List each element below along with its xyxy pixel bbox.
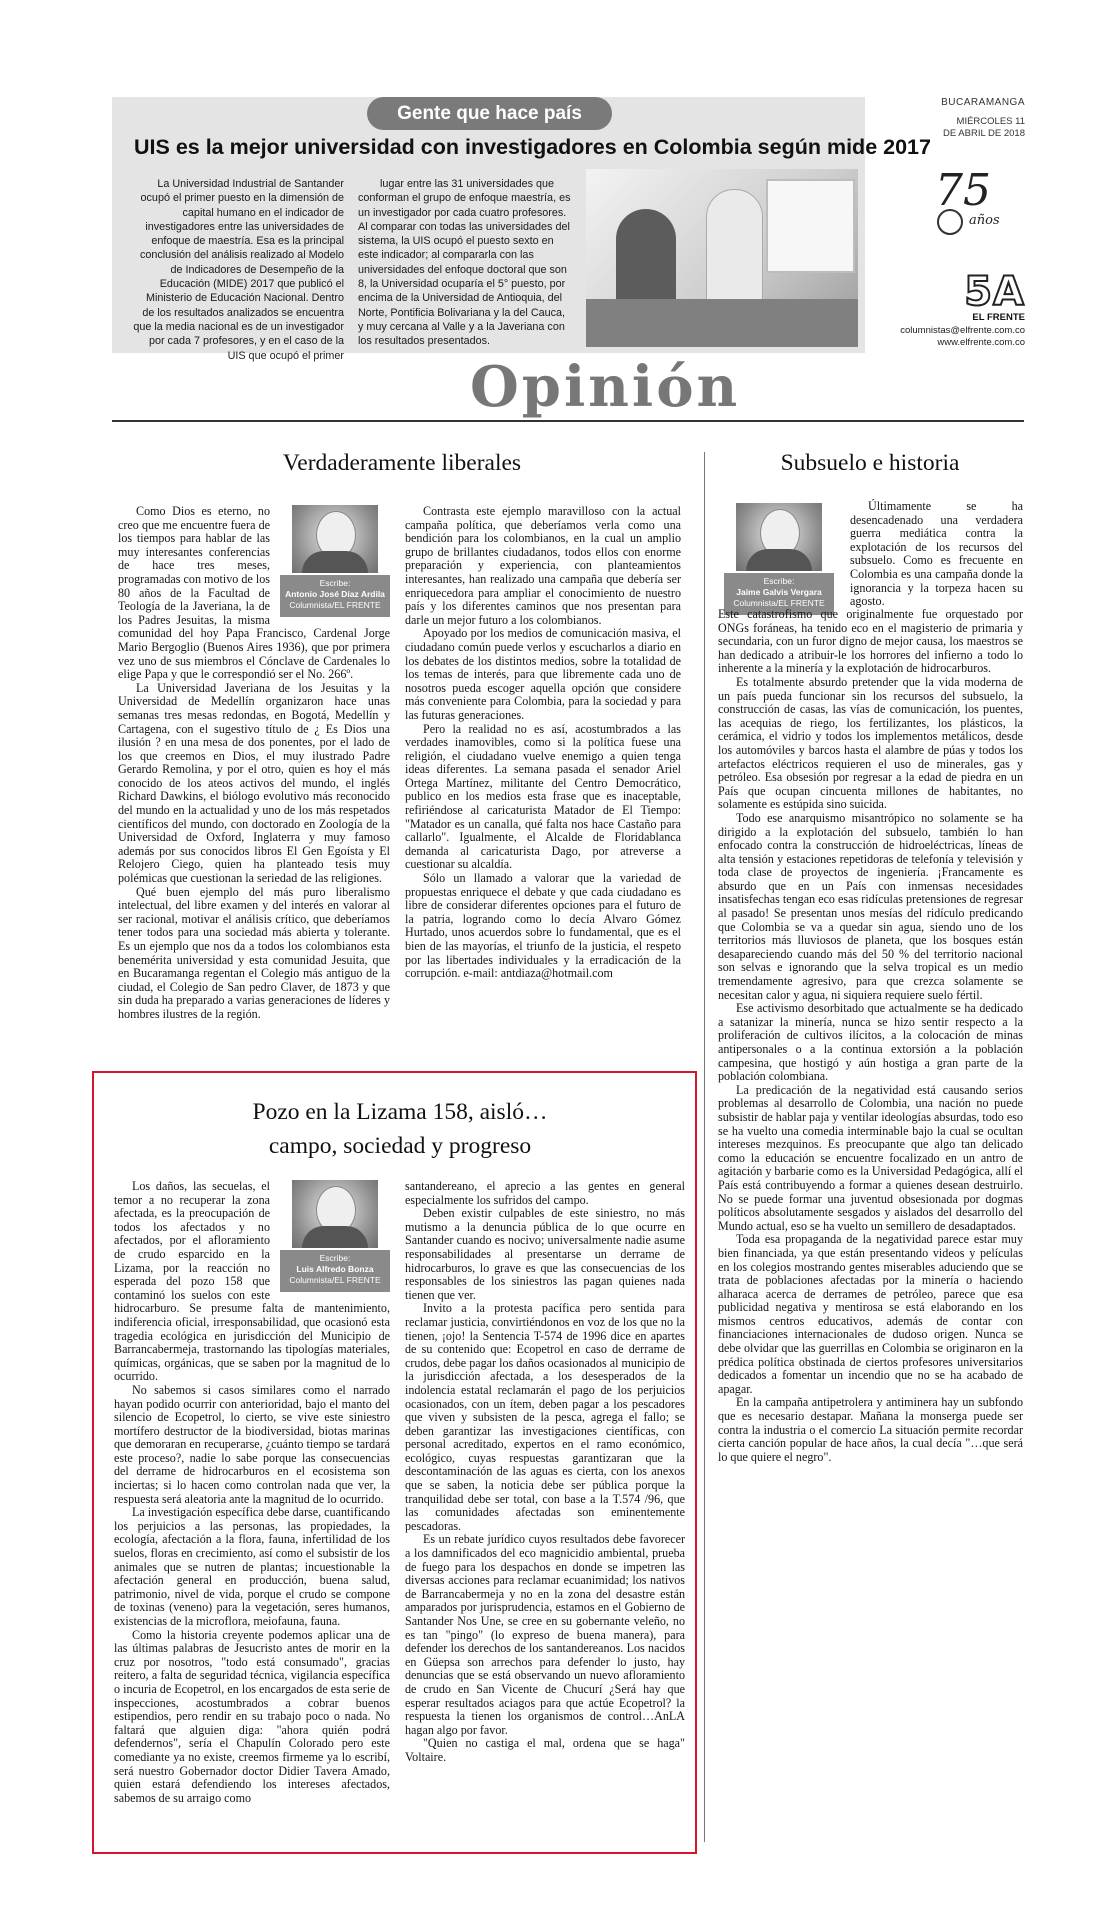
- paragraph: Deben existir culpables de este siniestro, no más mutismo a la denuncia pública de lo que ocurre en Santander cuando es nocivo; universalmente nadie asume responsabilidades al presentarse un derrame de hidrocarburos, lo grave es que las consecuencias de los responsables de los siniestros las pagan quienes nada tienen que ver.: [405, 1206, 685, 1302]
- date-label: [880, 116, 1025, 140]
- paragraph: Todo ese anarquismo misantrópico no solamente se ha dirigido a la explotación del subsuelo, también lo han enfocado contra la construcción de hidroeléctricas, líneas de alta tensión y estaciones repetidoras de telefonía y televisión y toda clase de proyectos de ingeniería. ¡Francamente es absurdo que en un País con inmensas necesidades insatisfechas tengan eco esas ridículas pretensiones de regresar al pasado! Se presentan unos mesías del ridículo predicando que Colombia se va a quedar sin agua, siendo uno de los territorios más lluviosos de planeta, que los bosques están desapareciendo cuando más del 50 % del territorio nacional son selvas e ignorando que la selva tropical es un medio tremendamente agresivo, para que crezca solamente se necesitan calor y agua, ni siquiera requiere suelo fértil.: [718, 810, 1023, 1002]
- author-photo: [292, 505, 378, 573]
- author-name: Jaime Galvis Vergara: [736, 587, 822, 597]
- author-caption: [280, 1250, 390, 1292]
- contact-email[interactable]: columnistas@elfrente.com.co: [900, 325, 1025, 336]
- author-role: Columnista/EL FRENTE: [289, 1275, 381, 1285]
- banner-text-col-2: lugar entre las 31 universidades que conforman el grupo de enfoque maestría, es un investigador por cada cuatro profesores. Al comparar con todas las universidades del sistema, la UIS ocupó el puesto sexto en este indicador; al compararla con las universidades del enfoque doctoral que son 8, la Universidad ocuparía el 5° puesto, por encima de la Universidad de Antioquia, del Norte, Pontificia Bolivariana y la del Cauca, y muy cercana al Valle y a la Javeriana con los resultados presentados.: [358, 178, 571, 348]
- article-3-title: [100, 1095, 700, 1163]
- article-1-title: Verdaderamente liberales: [282, 450, 522, 476]
- article-2-title: Subsuelo e historia: [780, 450, 960, 476]
- section-divider: [112, 420, 1024, 422]
- article-2-intro: [850, 500, 1023, 609]
- paragraph: Invito a la protesta pacífica pero sentida para reclamar justicia, convirtiéndonos en voz de los que no la tienen, ¡ojo! la Sentencia T-574 de 1996 dice en apartes de su contenido que: Ecopetrol en caso de derrame de crudos, debe pagar los daños ocasionados al municipio de la jurisdicción afectada, a los desesperados de la indolencia estatal reclamarán el pago de los perjuicios ocasionados, con un ítem, deben pagar a los pescadores que viven y subsisten de la pesca, agrega el fallo; se deben garantizar las investigaciones científicas, con personal acreditado, expertos en el ramo económico, ecológico, cuyas respuestas garantizaran que la descontaminación de las aguas es cierta, con los anexos que se saben, la noticia debe ser pública porque la tranquilidad debe ser total, con base a la T.574 /96, que las comunidades afectadas son eminentemente pescadoras.: [405, 1301, 685, 1533]
- sig-label: Escribe:: [319, 1253, 351, 1263]
- page-header-info: [880, 97, 1025, 353]
- anniversary-logo: [929, 165, 1007, 235]
- author-role: Columnista/EL FRENTE: [733, 598, 825, 608]
- date-line-1: MIÉRCOLES 11: [956, 116, 1025, 127]
- paragraph: No sabemos si casos similares como el narrado hayan podido ocurrir con anterioridad, bajo el manto del silencio de Ecopetrol, lo cierto, se vive este siniestro mortífero destructor de la biodiversidad, biotas marinas que demoraran en recuperarse, ¿cuánto tiempo se tardará este proceso?, nadie lo sabe porque las consecuencias del derrame de hidrocarburos en el ecosistema son inciertas; si lo hacen como controlan nada que ver, la respuesta será aleatoria ante la magnitud de lo ocurrido.: [114, 1382, 390, 1506]
- section-title: Opinión: [470, 354, 741, 420]
- paragraph: En la campaña antipetrolera y antiminera hay un subfondo que es necesario destapar. Mañana la monserga puede ser contra la industria o el comercio La situación permite recordar cierta canción popular de hace años, la cual decía "…que será lo que quiere el negro".: [718, 1395, 1023, 1464]
- column-divider: [704, 452, 705, 1842]
- lab-photo: [586, 169, 858, 347]
- contact-website[interactable]: www.elfrente.com.co: [937, 337, 1025, 348]
- paragraph: La investigación específica debe darse, cuantificando los perjuicios a las personas, las propiedades, la ecología, afectación a la flora, fauna, infertilidad de los suelos, floras en crecimiento, así como el subsistir de los animales que se nutren de plantas; incuestionable la afectación general en producción, buena salud, patrimonio, nivel de vida, porque el crudo se compone de toxinas (veneno) para la vegetación, seres humanos, existencias de la microflora, meiofauna, fauna.: [114, 1505, 390, 1628]
- author-signature-3: [280, 1180, 390, 1292]
- anniversary-word: años: [969, 213, 1000, 228]
- paragraph: Es un rebate jurídico cuyos resultados debe favorecer a los damnificados del eco magnicidio ambiental, prueba de fuego para los despachos en donde se impetren las diversas acciones para reclamar ecuanimidad; los nativos de Barrancabermeja y no en la zona del desastre están amparados por jurisprudencia, estamos en el Gobierno de Santander Nos Une, se cree en su gobernante veleño, no es tan "pingo" (lo expreso de buena manera), para defender los derechos de los santandereanos. Los nacidos en Güepsa son arrechos para defender lo justo, hay denuncias que se está observando un nuevo afloramiento de crudo en San Vicente de Chucurí ¿Será hay que esperar resultados aciagos para que actúe Ecopetrol? la respuesta la tienen los organismos de control…AnLA hagan algo por favor.: [405, 1532, 685, 1737]
- author-role: Columnista/EL FRENTE: [289, 600, 381, 610]
- article-3-column-1: [114, 1180, 390, 1820]
- paragraph: Como Dios es eterno, no creo que me encuentre fuera de los tiempos para hablar de las muy interesantes conferencias de hace tres meses, programadas con motivo de los 80 años de la Facultad de Teología de la Javeriana, la de los Padres Jesuitas, la misma comunidad del hoy Papa Francisco, Cardenal Jorge Mario Bergoglio (Buenos Aires 1936), que por primera vez uno de sus miembros el Cónclave de Cardenales lo elige Papa y que le correspondió ser el No. 266º.: [118, 504, 390, 682]
- paragraph: Como la historia creyente podemos aplicar una de las últimas palabras de Jesucristo antes de morir en la cruz por nosotros, "todo está consumado", gracias reitero, a falta de seguridad técnica, vigilancia específica o incuria de Ecopetrol, en los encargados de esta serie de inspecciones, acostumbrados a cobrar buenos estipendios, pero rendir en su trabajo poco o nada. No faltará que alguien diga: "ahora quién podrá defendernos", sería el Chapulín Colorado pero este comediante ya no existe, creemos firmeme ya lo escribí, será nuestro Gobernador doctor Didier Tavera Amado, quien estará defendiendo los intereses afectados, sabemos de su arraigo como: [114, 1627, 390, 1805]
- author-name: Antonio José Díaz Ardila: [285, 589, 385, 599]
- paragraph: santandereano, el aprecio a las gentes en general especialmente los sufridos del campo.: [405, 1179, 685, 1207]
- author-caption: [280, 575, 390, 617]
- paragraph: "Quien no castiga el mal, ordena que se haga" Voltaire.: [405, 1736, 685, 1764]
- paragraph: Este catastrofismo que originalmente fue orquestado por ONGs foráneas, ha tenido eco en el magisterio de primaria y secundaria, con un furor digno de mejor causa, los maestros se han dedicado a atribuir-le los horrores del infierno a todo lo inherente a la minería y la explotación de hidrocarburos.: [718, 607, 1023, 676]
- banner-text-col-1: La Universidad Industrial de Santander ocupó el primer puesto en la dimensión de capital humano en el indicador de investigadores entre las universidades de enfoque de maestría. Esa es la principal conclusión del análisis realizado al Modelo de Indicadores de Desempeño de la Educación (MIDE) 2017 que publicó el Ministerio de Educación Nacional. Dentro de los resultados analizados se encuentra que la media nacional es de un investigador por cada 7 profesores, y en el caso de la UIS que ocupó el primer: [133, 178, 344, 362]
- contact-info: [900, 325, 1025, 349]
- author-signature-2: [724, 503, 834, 615]
- article-3-title-line-1: Pozo en la Lizama 158, aisló…: [252, 1099, 548, 1125]
- page-number: 5A: [964, 269, 1025, 315]
- paragraph: Los daños, las secuelas, el temor a no recuperar la zona afectada, es la preocupación de todos los afectados y no afectados, por el afloramiento de crudo esparcido en la Lizama, por la reacción no esperada del pozo 158 que contaminó los suelos con este hidrocarburo. Se presume falta de mantenimiento, indiferencia oficial, irresponsabilidad, que ocasionó esta tragedia ecológica en jurisdicción del Municipio de Barrancabermeja, trastornando las tipologías materiales, químicas, orgánicas, que se saben por la magnitud de lo ocurrido.: [114, 1179, 390, 1384]
- paragraph: Pero la realidad no es así, acostumbrados a las verdades inamovibles, como si la política fuese una religión, el ciudadano vuelve enemigo a quien tenga ideas diferentes. La semana pasada el senador Ariel Ortega Martínez, militante del Centro Democrático, publico en los medios esta frase que es inaceptable, refiriéndose al caricaturista Matador de El Tiempo: "Matador es un canalla, qué falta nos hace Castaño para callarlo". Igualmente, el Alcalde de Floridablanca demanda al caricaturista Dago, por atreverse a cuestionar su alcaldía.: [405, 721, 681, 872]
- paragraph: La Universidad Javeriana de los Jesuitas y la Universidad de Medellín organizaron hace unas semanas tres mesas redondas, en Bogotá, Medellín y Cartagena, con el sugestivo título de ¿ Es Dios una ilusión ? en una mesa de dos ponentes, por el lado de los que creemos en Dios, el muy ilustrado Padre Gerardo Remolina, y por el otro, quien es hoy el más conocido de los ateos activos del mundo, el inglés Richard Dawkins, el biólogo evolutivo más reconocido del mundo en la actualidad y uno de los más respetados científicos del mundo, con doctorado en Zoología de la Universidad de Oxford, Inglaterra y muy famoso además por sus conocidos libros El Gen Egoísta y El Relojero Ciego, quien ha planteado tesis muy polémicas que cuestionan la seriedad de las religiones.: [118, 680, 390, 886]
- news-banner: [112, 97, 931, 362]
- city-label: BUCARAMANGA: [941, 97, 1025, 108]
- article-2-column: [718, 608, 1023, 1843]
- author-photo: [292, 1180, 378, 1248]
- paragraph: Sólo un llamado a valorar que la variedad de propuestas enriquece el debate y que cada ciudadano es libre de considerar diferentes opciones para el futuro de la patria, logrando como lo decía Alvaro Gómez Hurtado, unos acuerdos sobre lo fundamental, que es el bien de las mayorías, el triunfo de la justicia, el respeto por las libertades individuales y la erradicación de la corrupción. e-mail: antdiaza@hotmail.com: [405, 871, 681, 981]
- sig-label: Escribe:: [319, 578, 351, 588]
- article-3-title-line-2: campo, sociedad y progreso: [268, 1133, 532, 1159]
- paragraph: Ese activismo desorbitado que actualmente se ha dedicado a satanizar la minería, nunca se hizo sentir respecto a la proliferación de cultivos ilícitos, a la colocación de minas antipersonales o a la continua extorsión a la población campesina, que hostigó y aún hostiga a gran parte de la población colombiana.: [718, 1001, 1023, 1084]
- date-line-2: DE ABRIL DE 2018: [942, 128, 1025, 139]
- paragraph: Apoyado por los medios de comunicación masiva, el ciudadano común puede verlos y escucharlos a diario en los debates de los distintos medios, sobre la totalidad de los temas de interés, para que libremente cada uno de nosotros pueda escoger aquella opción que considere más conveniente para Colombia, para la sociedad y para las futuras generaciones.: [405, 626, 681, 722]
- author-name: Luis Alfredo Bonza: [296, 1264, 374, 1274]
- photo-window: [766, 179, 855, 273]
- banner-headline: UIS es la mejor universidad con investigadores en Colombia según mide 2017: [134, 135, 931, 159]
- author-photo: [736, 503, 822, 571]
- newspaper-name: EL FRENTE: [972, 312, 1025, 323]
- paragraph: La predicación de la negatividad está causando serios problemas al desarrollo de Colombia, una nación no puede subsistir de hablar paja y ventilar ideologías absurdas, todo eso se ha vuelto una comedia interminable bajo la cual se ocultan intereses mezquinos. Es preocupante que algo tan delicado como la educación se encuentre focalizado en un antro de agitación y barbarie como es la Universidad Pedagógica, allí el País está contribuyendo a formar a quienes desean destruirlo. No se puede formar una juventud obsesionada por dogmas políticos absolutamente sesgados y aislados del desarrollo del Mundo actual, eso se ha vuelto un semillero de desadaptados.: [718, 1082, 1023, 1233]
- paragraph: Toda esa propaganda de la negatividad parece estar muy bien financiada, ya que están presentando videos y películas en los colegios mostrando gentes miserables aduciendo que se trata de poblaciones afectadas por la minería o haciendo alharaca acerca de derrames de petróleo, parece que esa publicidad negativa y mentirosa se está elaborando en los mismos centros educativos, además de contar con financiaciones internacionales de dudoso origen. Nunca se debe olvidar que las guerrillas en Colombia se originaron en la prédica política obstinada de ciertos profesores universitarios dedicados a fomentar un incendio que no se ha acabado de apagar.: [718, 1232, 1023, 1396]
- sig-label: Escribe:: [763, 576, 795, 586]
- paragraph: Es totalmente absurdo pretender que la vida moderna de un país pueda funcionar sin los recursos del subsuelo, la construcción de casas, las vías de comunicación, los puentes, las acequias de riego, los fertilizantes, los plásticos, la cerámica, el vidrio y todos los implementos metálicos, desde los automóviles y barcos hasta el alambre de púas y todos los artefactos eléctricos requieren el uso de minerales, gas y petróleo. Esa obsesión por regresar a la edad de piedra en un País que ocupan cincuenta millones de habitantes, no solamente es estúpida sino suicida.: [718, 674, 1023, 812]
- anniversary-ring-icon: [937, 209, 963, 235]
- article-1-column-2: [405, 505, 681, 1060]
- section-pill: Gente que hace país: [367, 97, 612, 130]
- author-signature-1: [280, 505, 390, 617]
- paragraph: Contrasta este ejemplo maravilloso con la actual campaña política, que deberíamos verla como una bendición para los colombianos, en la cual un amplio grupo de brillantes ciudadanos, todos ellos con enorme preparación y experiencia, con planteamientos interesantes, han realizado una campaña que debería ser enriquecedora para ampliar el conocimiento de nuestro país y los diferentes caminos que nos presentan para darle un mejor futuro a los colombianos.: [405, 504, 681, 627]
- photo-lab-bench: [586, 299, 858, 347]
- article-1-column-1: [118, 505, 390, 1060]
- anniversary-number: 75: [935, 165, 991, 216]
- article-3-column-2: [405, 1180, 685, 1820]
- paragraph: Qué buen ejemplo del más puro liberalismo intelectual, del libre examen y del interés en valorar al ser racional, motivar el análisis crítico, que deberíamos tener todos para una sociedad más abierta y tolerante. Es un ejemplo que nos da a todos los colombianos esta benemérita universidad y esta comunidad Jesuita, que en Bucaramanga regentan el Colegio más antiguo de la ciudad, el Colegio de San pedro Claver, de 1873 y que sin duda ha preparado a varias generaciones de líderes y hombres ilustres de la región.: [118, 884, 390, 1021]
- paragraph: Últimamente se ha desencadenado una verdadera guerra mediática contra la explotación de los recursos del subsuelo. Como es frecuente en Colombia es una campaña donde la ignorancia y la torpeza hacen su agosto.: [850, 499, 1023, 609]
